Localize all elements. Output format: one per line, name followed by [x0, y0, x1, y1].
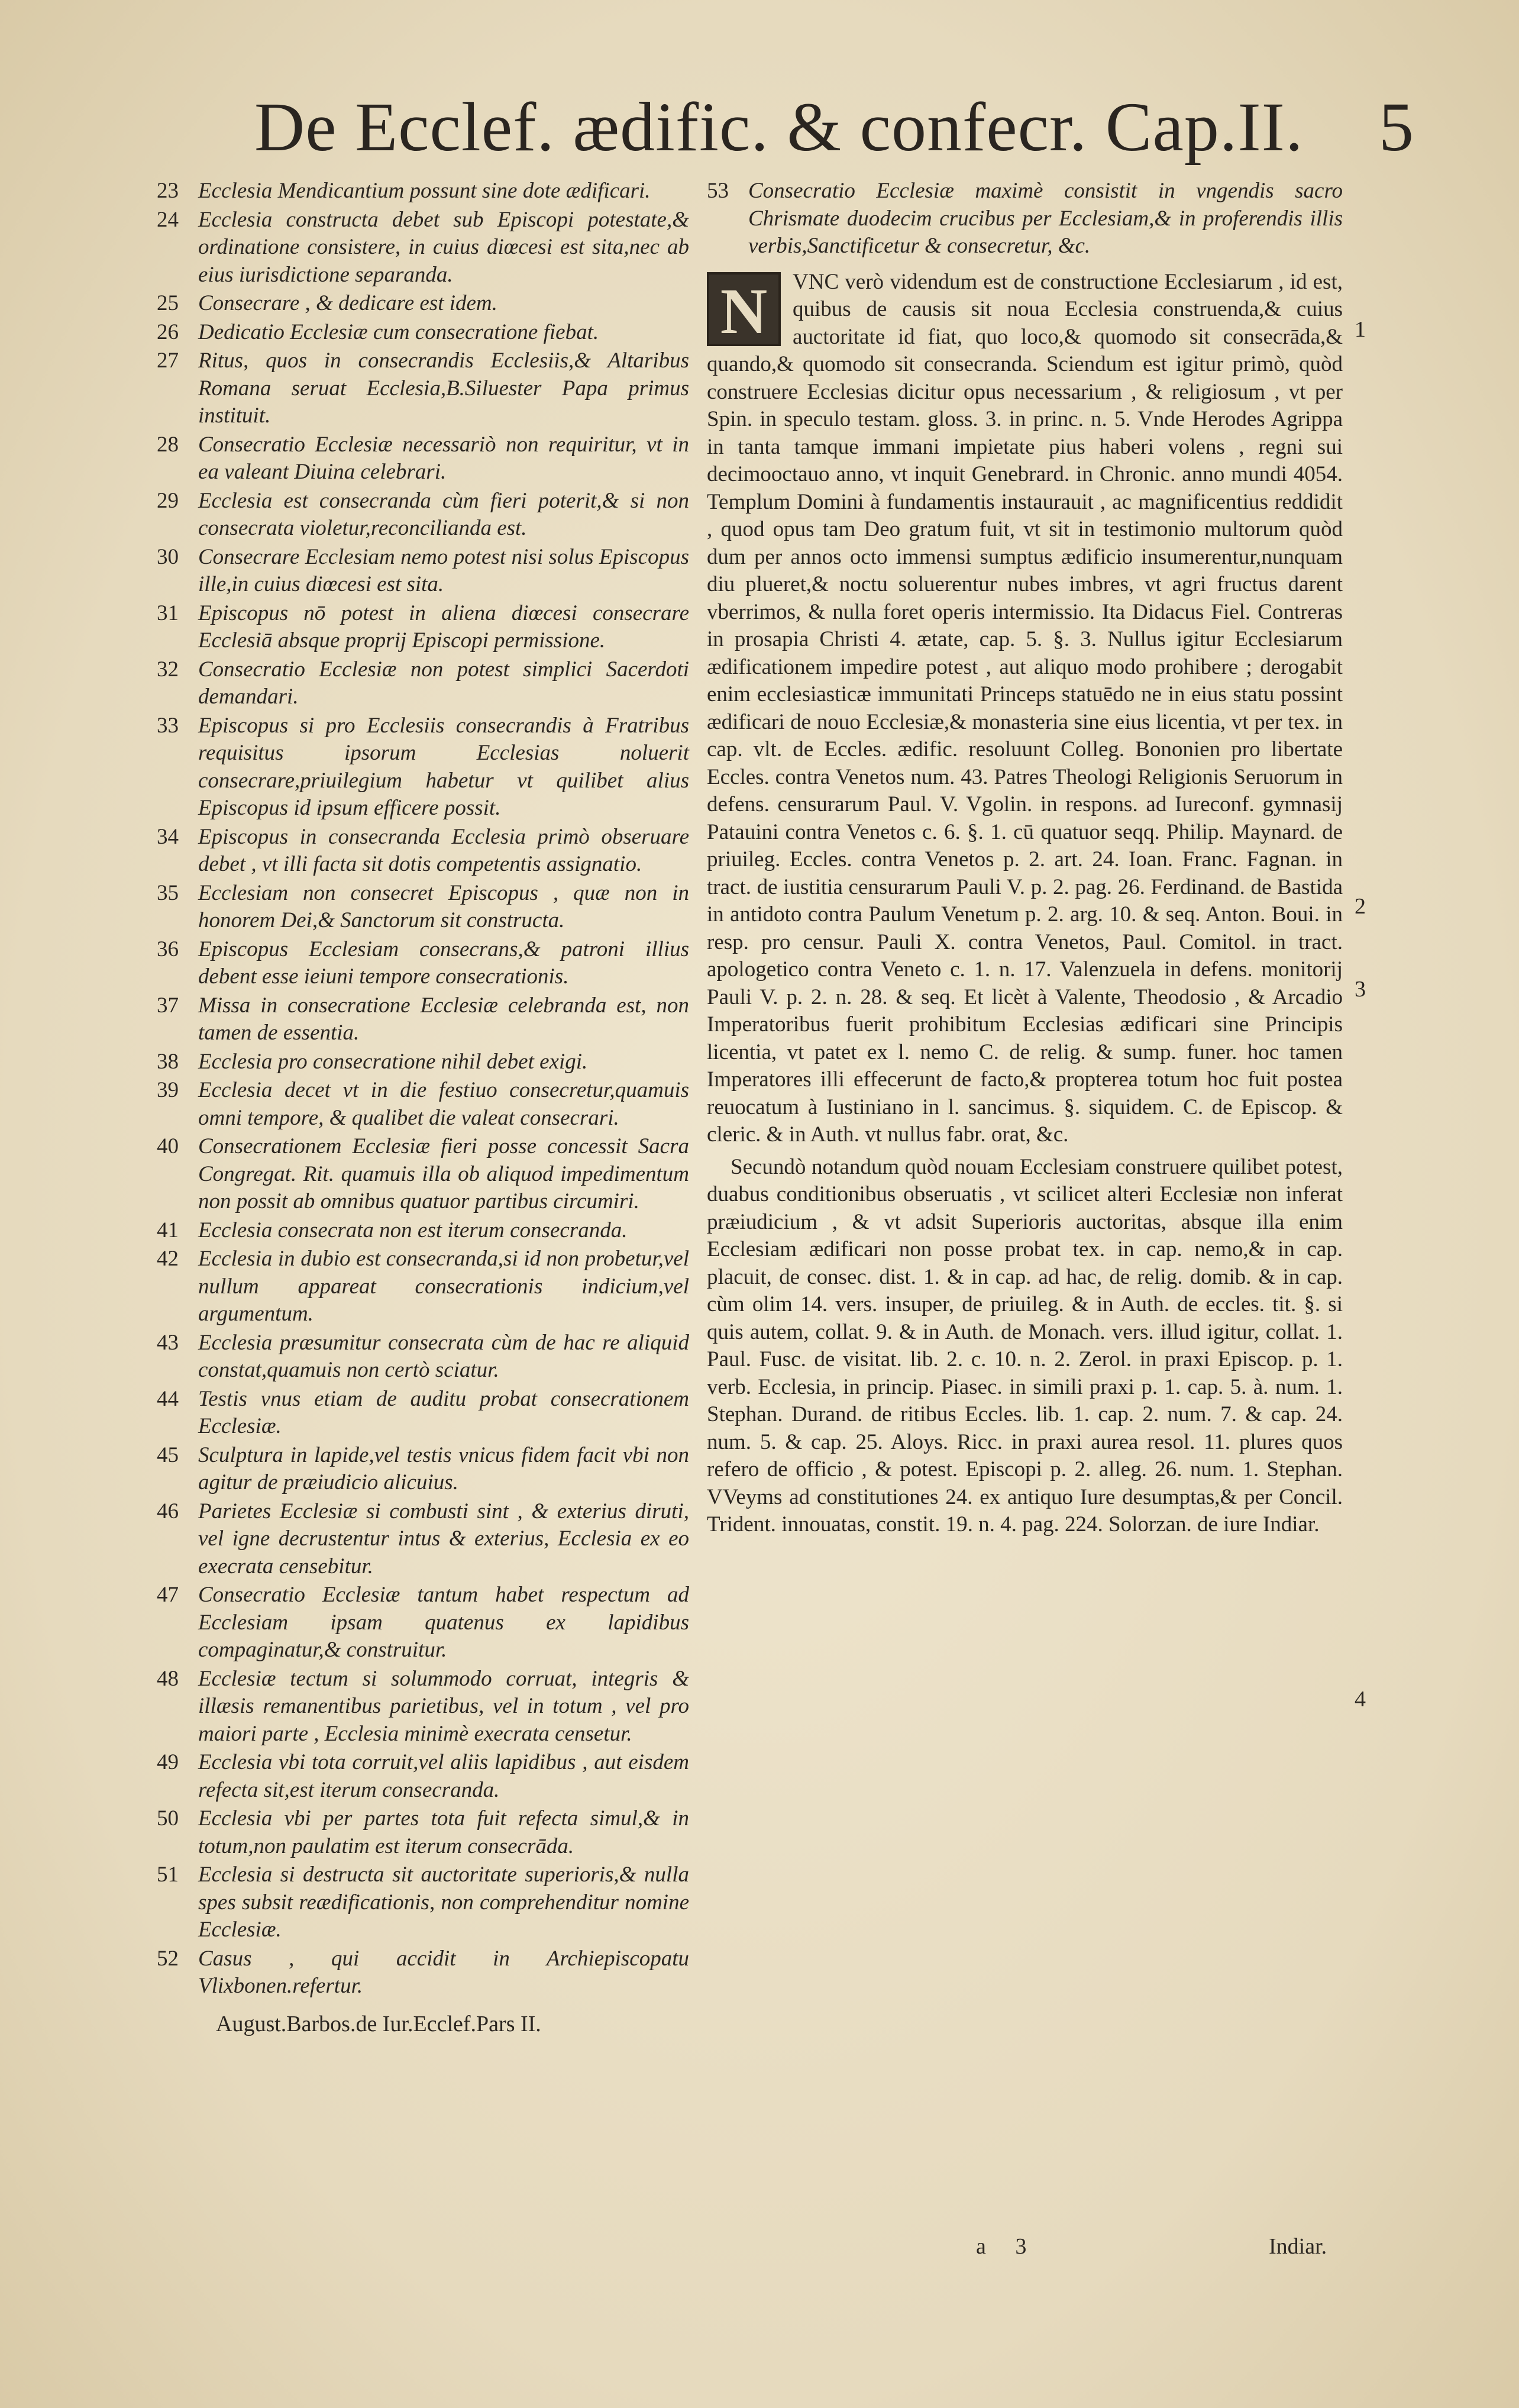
summary-number: 49: [157, 1750, 179, 1774]
summary-item: [157, 1386, 689, 1441]
summary-text: Casus , qui accidit in Archiepiscopatu Vlixbonen.refertur.: [198, 1946, 689, 1998]
summary-number: 46: [157, 1499, 179, 1523]
summary-text: Ecclesia consecrata non est iterum consecranda.: [198, 1218, 628, 1242]
summary-number: 36: [157, 937, 179, 961]
summary-number: 25: [157, 291, 179, 315]
summary-text: Missa in consecratione Ecclesiæ celebranda est, non tamen de essentia.: [198, 993, 689, 1045]
page-number: 5: [1379, 88, 1414, 166]
paragraph-1: [707, 269, 1343, 1149]
summary-number: 23: [157, 179, 179, 203]
summary-item: [157, 431, 689, 486]
summary-text: Sculptura in lapide,vel testis vnicus fidem facit vbi non agitur de præiudicio alicuius.: [198, 1442, 689, 1494]
summary-text: Ecclesia in dubio est consecranda,si id non probetur,vel nullum appareat consecrationis indicium,vel argumentum.: [198, 1247, 689, 1326]
summary-item: [157, 488, 689, 543]
signature-mark: a 3: [976, 2234, 1039, 2259]
summary-item: [157, 1665, 689, 1748]
summary-number: 48: [157, 1666, 179, 1691]
summary-number: 43: [157, 1330, 179, 1355]
footer-left: August.Barbos.de Iur.Ecclef.Pars II.: [216, 2011, 541, 2036]
summary-text: Ecclesia præsumitur consecrata cùm de hac re aliquid constat,quamuis non certò sciatur.: [198, 1330, 689, 1382]
summary-number: 51: [157, 1863, 179, 1887]
summary-list: [157, 177, 689, 2000]
main-column: [707, 177, 1343, 1539]
summary-item: [157, 290, 689, 318]
summary-number: 38: [157, 1049, 179, 1074]
summary-item: [157, 1945, 689, 2000]
summary-item: [157, 319, 689, 347]
summary-text: Ecclesia constructa debet sub Episcopi potestate,& ordinatione consistere, in cuius diœcesi est sita,nec ab eius iurisdictione separanda.: [198, 207, 689, 287]
summary-item: [157, 1498, 689, 1581]
summary-item: [157, 347, 689, 430]
summary-number: 39: [157, 1078, 179, 1102]
summary-number: 41: [157, 1218, 179, 1242]
catchword: Indiar.: [1269, 2234, 1327, 2259]
summary-text: Consecrare Ecclesiam nemo potest nisi solus Episcopus ille,in cuius diœcesi est sita.: [198, 544, 689, 596]
margin-note-4: 4: [1355, 1687, 1366, 1712]
margin-note-2: 2: [1355, 894, 1366, 919]
summary-text: Ecclesia decet vt in die festiuo consecretur,quamuis omni tempore, & qualibet die valeat consecrari.: [198, 1078, 689, 1130]
summary-number: 30: [157, 544, 179, 569]
summary-item: [157, 712, 689, 822]
summary-text: Dedicatio Ecclesiæ cum consecratione fiebat.: [198, 319, 599, 344]
summary-text: Consecrare , & dedicare est idem.: [198, 291, 497, 315]
summary-number: 47: [157, 1583, 179, 1607]
summary-item: [157, 1245, 689, 1328]
summary-text: Ecclesiæ tectum si solummodo corruat, integris & illæsis remanentibus parietibus, vel in totum , vel pro maiori parte , Ecclesia minimè execrata censetur.: [198, 1666, 689, 1746]
summary-number: 44: [157, 1386, 179, 1411]
summary-item: [157, 1442, 689, 1497]
summary-number: 42: [157, 1247, 179, 1271]
summary-number: 28: [157, 432, 179, 457]
summary-item: [157, 824, 689, 879]
summary-text: Ecclesia pro consecratione nihil debet exigi.: [198, 1049, 588, 1074]
summary-text: Ecclesia vbi per partes tota fuit refecta simul,& in totum,non paulatim est iterum consecrāda.: [198, 1806, 689, 1858]
summary-number: 35: [157, 880, 179, 905]
running-header: [254, 83, 1414, 172]
summary-item: [157, 177, 689, 205]
summary-item: [157, 1077, 689, 1132]
paragraph-2: Secundò notandum quòd nouam Ecclesiam construere quilibet potest, duabus conditionibus obseruatis , vt scilicet alteri Ecclesiæ non inferat præiudicium , & vt adsit Superioris auctoritas, absque illa enim Ecclesiam ædificari non posse probat tex. in cap. nemo,& in cap. placuit, de consec. dist. 1. & in cap. ad hac, de relig. domib. & in cap. cùm olim 14. vers. insuper, de priuileg. & in Auth. de eccles. tit. §. si quis autem, collat. 9. & in Auth. de Monach. vers. illud igitur, collat. 1. Paul. Fusc. de visitat. lib. 2. c. 10. n. 2. Zerol. in praxi Episcop. p. 1. verb. Ecclesia, in princip. Piasec. in simili praxi p. 1. cap. 5. à. num. 1. Stephan. Durand. de ritibus Eccles. lib. 1. cap. 2. num. 7. & cap. 24. num. 5. & cap. 25. Aloys. Ricc. in praxi aurea resol. 11. plures quos refero de officio , & potest. Episcopi p. 2. alleg. 26. num. 1. Stephan. VVeyms ad constitutiones 24. ex antiquo Iure desumptas,& per Concil. Trident. innouatas, constit. 19. n. 4. pag. 224. Solorzan. de iure Indiar.: [707, 1154, 1343, 1537]
summary-text: Ecclesia Mendicantium possunt sine dote ædificari.: [198, 179, 651, 203]
summary-item: [157, 656, 689, 711]
summary-number: 53: [707, 179, 729, 203]
summary-item: [157, 544, 689, 599]
summary-number: 33: [157, 713, 179, 738]
summary-text: Ritus, quos in consecrandis Ecclesiis,& Altaribus Romana seruat Ecclesia,B.Siluester Papa primus instituit.: [198, 348, 689, 428]
header-title: De Ecclef. ædific. & confecr. Cap.II.: [254, 88, 1304, 166]
summary-text: Consecratio Ecclesiæ tantum habet respectum ad Ecclesiam ipsam quatenus ex lapidibus compaginatur,& construitur.: [198, 1583, 689, 1662]
summary-text: Episcopus Ecclesiam consecrans,& patroni illius debent esse ieiuni tempore consecrationis.: [198, 937, 689, 989]
summary-text: Episcopus in consecranda Ecclesia primò obseruare debet , vt illi facta sit dotis competentis assignatio.: [198, 824, 689, 876]
summary-item-53: [707, 177, 1343, 260]
summary-item: [157, 1217, 689, 1245]
summary-item: [157, 880, 689, 935]
summary-text: Parietes Ecclesiæ si combusti sint , & exterius diruti, vel igne decrustentur intus & exterius, Ecclesia ex eo execrata censebitur.: [198, 1499, 689, 1579]
summary-item: [157, 1048, 689, 1076]
summary-text: Ecclesia si destructa sit auctoritate superioris,& nulla spes subsit reædificationis, non comprehenditur nomine Ecclesiæ.: [198, 1863, 689, 1942]
margin-note-1: 1: [1355, 317, 1366, 342]
summary-number: 24: [157, 207, 179, 232]
summary-text: Ecclesia est consecranda cùm fieri poterit,& si non consecrata violetur,reconcilianda est.: [198, 488, 689, 540]
summary-text: Episcopus si pro Ecclesiis consecrandis à Fratribus requisitus ipsorum Ecclesias noluerit consecrare,priuilegium habetur vt quilibet alius Episcopus id ipsum efficere possit.: [198, 713, 689, 820]
summary-text: Consecratio Ecclesiæ non potest simplici Sacerdoti demandari.: [198, 657, 689, 709]
decorated-initial: N: [707, 272, 781, 346]
summary-text: Testis vnus etiam de auditu probat consecrationem Ecclesiæ.: [198, 1386, 689, 1438]
summary-number: 50: [157, 1806, 179, 1831]
summary-column: [157, 177, 689, 2037]
summary-item: [157, 992, 689, 1047]
summary-text: Episcopus nō potest in aliena diœcesi consecrare Ecclesiā absque proprij Episcopi permissione.: [198, 601, 689, 653]
summary-number: 26: [157, 319, 179, 344]
summary-text: Consecrationem Ecclesiæ fieri posse concessit Sacra Congregat. Rit. quamuis illa ob aliquod impedimentum non possit ab omnibus quatuor partibus circumiri.: [198, 1134, 689, 1213]
summary-text: Ecclesiam non consecret Episcopus , quæ non in honorem Dei,& Sanctorum sit constructa.: [198, 880, 689, 932]
summary-item: [157, 1749, 689, 1804]
summary-item: [157, 1133, 689, 1216]
margin-note-3: 3: [1355, 977, 1366, 1002]
summary-text: Consecratio Ecclesiæ necessariò non requiritur, vt in ea valeant Diuina celebrari.: [198, 432, 689, 484]
summary-number: 37: [157, 993, 179, 1018]
summary-item: [157, 936, 689, 991]
summary-text: Consecratio Ecclesiæ maximè consistit in vngendis sacro Chrismate duodecim crucibus per Ecclesiam,& in proferendis illis verbis,Sanctificetur & consecretur, &c.: [748, 179, 1343, 258]
summary-number: 27: [157, 348, 179, 373]
summary-number: 31: [157, 601, 179, 625]
summary-number: 45: [157, 1442, 179, 1467]
summary-number: 29: [157, 488, 179, 513]
summary-item: [157, 206, 689, 289]
summary-text: Ecclesia vbi tota corruit,vel aliis lapidibus , aut eisdem refecta sit,est iterum consecranda.: [198, 1750, 689, 1802]
summary-number: 40: [157, 1134, 179, 1158]
summary-item: [157, 1805, 689, 1860]
summary-number: 52: [157, 1946, 179, 1971]
summary-item: [157, 1861, 689, 1944]
summary-number: 34: [157, 824, 179, 849]
summary-item: [157, 1329, 689, 1384]
summary-item: [157, 600, 689, 655]
paragraph-1-text: VNC verò videndum est de constructione Ecclesiarum , id est, quibus de causis sit noua Ecclesia construenda,& cuius auctoritate id fiat, quo loco,& quomodo sit consecrāda,& quando,& quomodo sit consecranda. Sciendum est igitur primò, quòd construere Ecclesias dicitur opus necessarium , & religiosum , vt per Spin. in speculo testam. gloss. 3. in princ. n. 5. Vnde Herodes Agrippa in tanta tamque immani impietate pius haberi volens , regni sui decimooctauo anno, vt inquit Genebrard. in Chronic. anno mundi 4054. Templum Domini à fundamentis instaurauit , ac magnificentius reddidit , quod opus tam Deo gratum fuit, vt sit in testimonio multorum quòd dum per annos octo immensi sumptus ædificio insumerentur,nunquam diu plueret,& noctu soluerentur nubes imbres, vt agri fructus darent vberrimos, & nulla foret operis intermissio. Ita Didacus Fiel. Contreras in prosapia Christi 4. ætate, cap. 5. §. 3. Nullus igitur Ecclesiarum ædificationem impedire potest , aut aliquo modo prohibere ; derogabit enim ecclesiasticæ immunitati Princeps statuēdo ne in eius statu possint ædificari de nouo Ecclesiæ,& monasteria sine eius licentia, vt per tex. in cap. vlt. de Eccles. ædific. resoluunt Colleg. Bononien pro libertate Eccles. contra Venetos num. 43. Patres Theologi Religionis Seruorum in defens. censurarum Paul. V. Vgolin. in respons. ad Iureconf. gymnasij Patauini contra Venetos c. 6. §. 1. cū quatuor seqq. Philip. Maynard. de priuileg. Eccles. contra Venetos p. 2. art. 24. Ioan. Franc. Fagnan. in tract. de iustitia censurarum Pauli V. p. 2. pag. 26. Ferdinand. de Bastida in antidoto contra Paulum Venetum p. 2. arg. 10. & seq. Anton. Boui. in resp. pro censur. Pauli X. contra Venetos, Paul. Comitol. in tract. apologetico contra Veneto c. 1. n. 17. Valenzuela in defens. monitorij Pauli V. p. 2. n. 28. & seq. Et licèt à Valente, Theodosio , & Arcadio Imperatoribus fuerit prohibitum Ecclesias ædificari sine Principis licentia, vt patet ex l. nemo C. de relig. & sump. funer. hoc tamen Imperatores illi effecerunt de facto,& propterea totum hoc fuit postea reuocatum à Iustiniano in l. sancimus. §. siquidem. C. de Episcop. & cleric. & in Auth. vt nullus fabr. orat, &c.: [707, 269, 1343, 1147]
summary-number: 32: [157, 657, 179, 682]
summary-item: [157, 1581, 689, 1664]
